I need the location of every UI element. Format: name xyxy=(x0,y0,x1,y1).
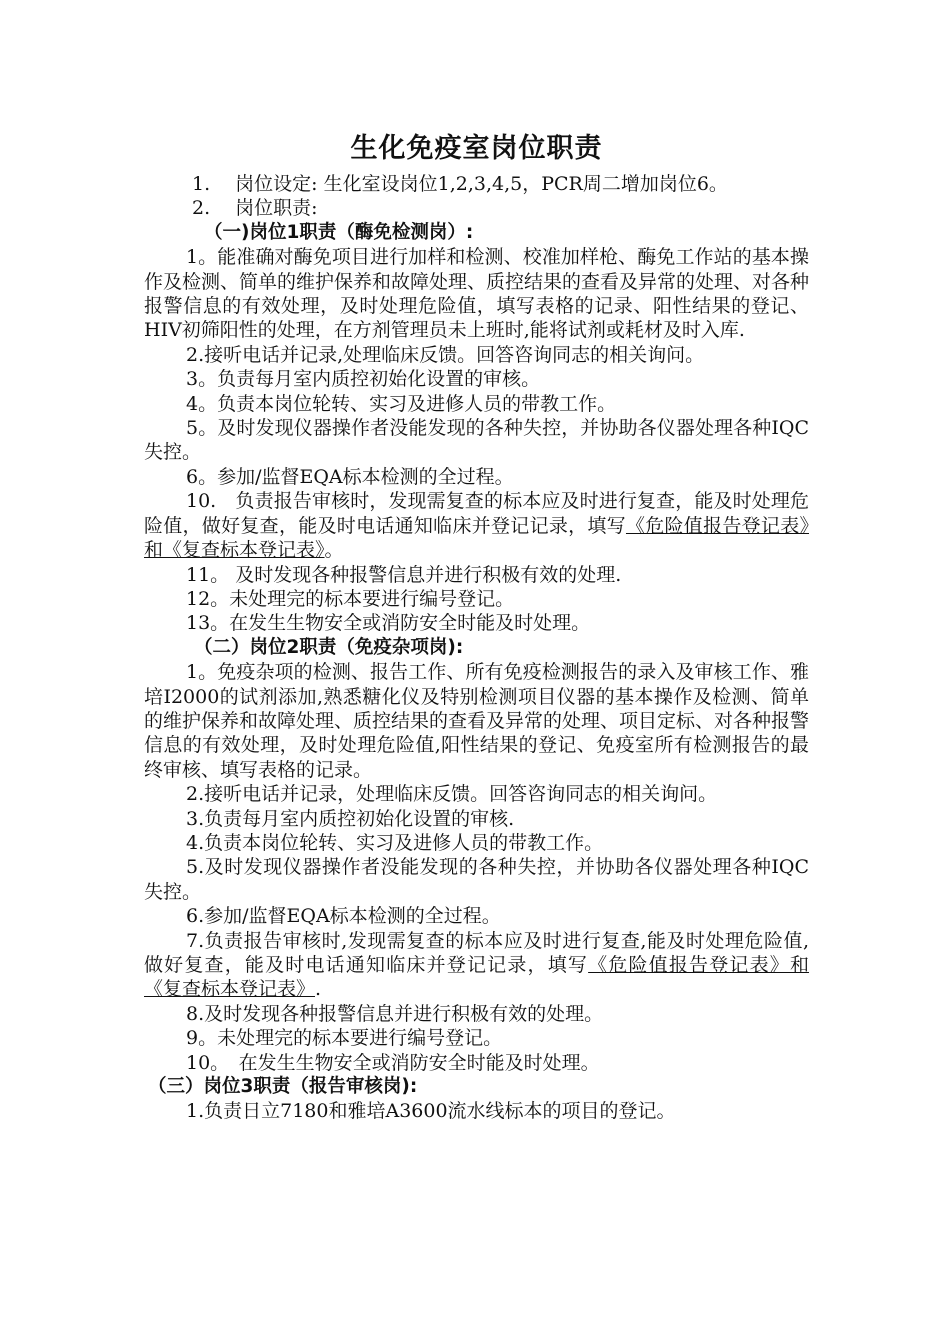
list-item: 12。未处理完的标本要进行编号登记。 xyxy=(186,587,515,610)
page-title: 生化免疫室岗位职责 xyxy=(350,133,603,164)
section-heading: （一)岗位1职责（酶免检测岗）: xyxy=(204,221,474,243)
list-item-text: . xyxy=(315,978,322,1001)
list-item-text: 。 xyxy=(324,539,344,562)
list-item: 8.及时发现各种报警信息并进行积极有效的处理。 xyxy=(186,1002,604,1025)
list-item: 11。 及时发现各种报警信息并进行积极有效的处理. xyxy=(186,563,622,586)
list-item: 1。能准确对酶免项目进行加样和检测、校准加样枪、酶免工作站的基本操作及检测、简单的维护保养和故障处理、质控结果的查看及异常的处理、对各种报警信息的有效处理，及时处理危险值，填写表格的记录、阳性结果的登记、HIV初筛阳性的处理，在方剂管理员未上班时,能将试剂或耗材及时入库. xyxy=(144,246,810,342)
list-item-text: 10. 负责报告审核时，发现需复查的标本应及时进行复查，能及时处理危险值，做好复查，能及时电话通知临床并登记记录，填写 xyxy=(144,490,809,537)
list-item: 2.接听电话并记录,处理临床反馈。回答咨询同志的相关询问。 xyxy=(186,343,705,366)
list-item: 4.负责本岗位轮转、实习及进修人员的带教工作。 xyxy=(186,831,604,854)
list-item: 10。 在发生生物安全或消防安全时能及时处理。 xyxy=(186,1051,600,1074)
list-item: 13。在发生生物安全或消防安全时能及时处理。 xyxy=(186,612,591,635)
form-reference: 《危险值报告登记表》和《复查标本登记表》 xyxy=(144,954,809,1001)
list-item: 5。及时发现仪器操作者没能发现的各种失控，并协助各仪器处理各种IQC失控。 xyxy=(144,417,809,464)
section-heading: （二）岗位2职责（免疫杂项岗): xyxy=(194,636,464,658)
list-item xyxy=(144,489,809,562)
list-item: 9。未处理完的标本要进行编号登记。 xyxy=(186,1027,503,1050)
list-item: 3。负责每月室内质控初始化设置的审核。 xyxy=(186,368,541,391)
list-item: 6。参加/监督EQA标本检测的全过程。 xyxy=(186,465,514,488)
list-item xyxy=(144,929,809,1002)
list-item: 3.负责每月室内质控初始化设置的审核. xyxy=(186,807,515,830)
list-item: 6.参加/监督EQA标本检测的全过程。 xyxy=(186,905,501,928)
list-item: 2.接听电话并记录，处理临床反馈。回答咨询同志的相关询问。 xyxy=(186,783,718,806)
intro-line: 2. 岗位职责: xyxy=(192,197,318,220)
section-heading: （三）岗位3职责（报告审核岗): xyxy=(148,1076,418,1098)
intro-line: 1. 岗位设定: 生化室设岗位1,2,3,4,5，PCR周二增加岗位6。 xyxy=(192,173,728,195)
list-item: 5.及时发现仪器操作者没能发现的各种失控，并协助各仪器处理各种IQC失控。 xyxy=(144,856,809,903)
list-item: 4。负责本岗位轮转、实习及进修人员的带教工作。 xyxy=(186,392,617,415)
list-item: 1.负责日立7180和雅培A3600流水线标本的项目的登记。 xyxy=(186,1100,676,1123)
list-item-text: 7.负责报告审核时,发现需复查的标本应及时进行复查,能及时处理危险值,做好复查，能及时电话通知临床并登记记录，填写 xyxy=(144,929,809,976)
list-item: 1。免疫杂项的检测、报告工作、所有免疫检测报告的录入及审核工作、雅培I2000的试剂添加,熟悉糖化仪及特别检测项目仪器的基本操作及检测、简单的维护保养和故障处理、质控结果的查看及异常的处理、项目定标、对各种报警信息的有效处理，及时处理危险值,阳性结果的登记、免疫室所有检测报告的最终审核、填写表格的记录。 xyxy=(144,661,810,781)
document-page xyxy=(144,128,809,1124)
form-reference: 《危险值报告登记表》和《复查标本登记表》 xyxy=(144,514,809,562)
